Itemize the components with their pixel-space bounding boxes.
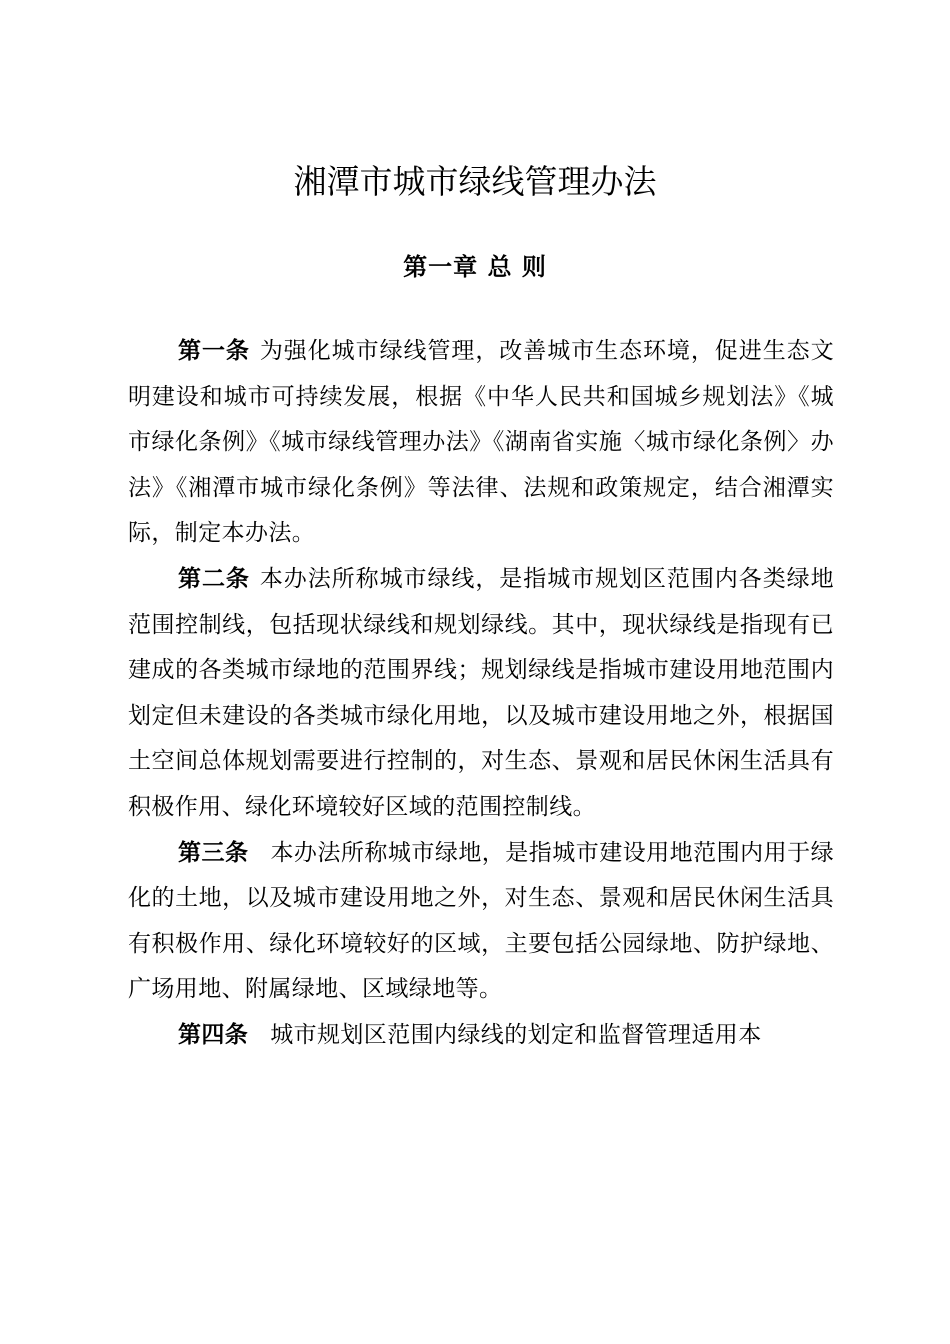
- article-text: 本办法所称城市绿地，是指城市建设用地范围内用于绿化的土地，以及城市建设用地之外，对生态、景观和居民休闲生活具有积极作用、绿化环境较好的区域，主要包括公园绿地、防护绿地、广场用地、附属绿地、区域绿地等。: [128, 839, 834, 1003]
- article-text: 城市规划区范围内绿线的划定和监督管理适用本: [270, 1021, 762, 1048]
- article-number: 第一条: [178, 338, 250, 364]
- document-body: [128, 329, 834, 1059]
- article-number: 第四条: [178, 1021, 249, 1048]
- article-3: [128, 831, 834, 1013]
- article-4: [128, 1013, 834, 1059]
- article-number: 第三条: [178, 839, 249, 866]
- article-1: [128, 329, 834, 557]
- document-title: 湘潭市城市绿线管理办法: [293, 162, 657, 201]
- article-number: 第二条: [178, 565, 250, 592]
- article-text: 为强化城市绿线管理，改善城市生态环境，促进生态文明建设和城市可持续发展，根据《中华人民共和国城乡规划法》《城市绿化条例》《城市绿线管理办法》《湖南省实施〈城市绿化条例〉办法》《湘潭市城市绿化条例》等法律、法规和政策规定，结合湘潭实际，制定本办法。: [128, 338, 834, 547]
- chapter-heading: 第一章 总 则: [403, 253, 547, 281]
- article-text: 本办法所称城市绿线，是指城市规划区范围内各类绿地范围控制线，包括现状绿线和规划绿线。其中，现状绿线是指现有已建成的各类城市绿地的范围界线；规划绿线是指城市建设用地范围内划定但未建设的各类城市绿化用地，以及城市建设用地之外，根据国土空间总体规划需要进行控制的，对生态、景观和居民休闲生活具有积极作用、绿化环境较好区域的范围控制线。: [128, 565, 834, 820]
- article-2: [128, 557, 834, 831]
